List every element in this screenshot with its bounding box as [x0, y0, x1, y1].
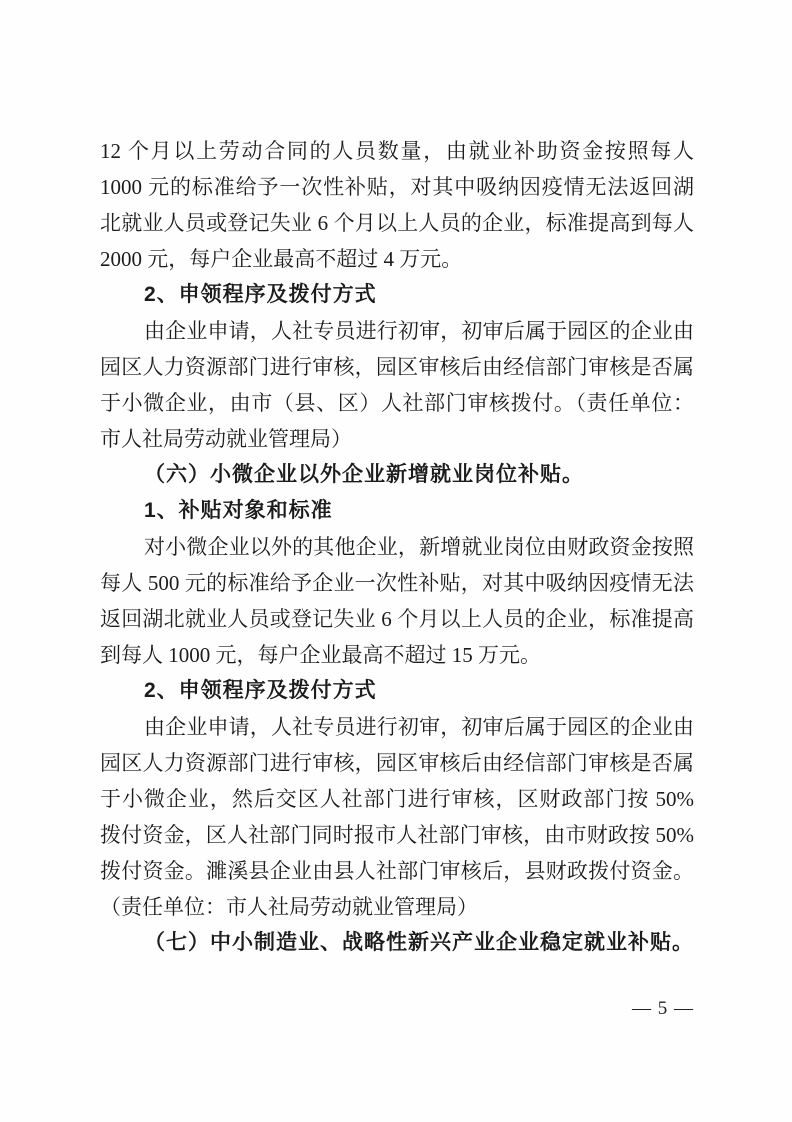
section-heading: （七）中小制造业、战略性新兴产业企业稳定就业补贴。 — [144, 931, 694, 954]
text-line: 北就业人员或登记失业 6 个月以上人员的企业，标准提高到每人 — [100, 211, 694, 235]
section-heading: 2、申领程序及拨付方式 — [144, 283, 377, 306]
section-heading: 1、补贴对象和标准 — [144, 499, 333, 522]
section-heading: 2、申领程序及拨付方式 — [144, 679, 377, 702]
text-line: 到每人 1000 元，每户企业最高不超过 15 万元。 — [100, 643, 541, 667]
text-line: 1000 元的标准给予一次性补贴，对其中吸纳因疫情无法返回湖 — [100, 175, 694, 199]
document-body — [100, 133, 694, 961]
text-line: 12 个月以上劳动合同的人员数量，由就业补助资金按照每人 — [100, 139, 694, 163]
text-line: 市人社局劳动就业管理局） — [100, 427, 352, 451]
text-line: 园区人力资源部门进行审核，园区审核后由经信部门审核是否属 — [100, 355, 694, 379]
section-heading: （六）小微企业以外企业新增就业岗位补贴。 — [144, 463, 584, 486]
text-line: 由企业申请，人社专员进行初审，初审后属于园区的企业由 — [144, 319, 694, 343]
text-line: （责任单位：市人社局劳动就业管理局） — [100, 895, 478, 919]
text-line: 返回湖北就业人员或登记失业 6 个月以上人员的企业，标准提高 — [100, 607, 694, 631]
text-line: 2000 元，每户企业最高不超过 4 万元。 — [100, 247, 463, 271]
text-line: 于小微企业，由市（县、区）人社部门审核拨付。（责任单位： — [100, 391, 694, 415]
text-line: 每人 500 元的标准给予企业一次性补贴，对其中吸纳因疫情无法 — [100, 571, 694, 595]
text-line: 拨付资金。濉溪县企业由县人社部门审核后，县财政拨付资金。 — [100, 859, 694, 883]
text-line: 对小微企业以外的其他企业，新增就业岗位由财政资金按照 — [144, 535, 694, 559]
page-number: — 5 — — [632, 998, 694, 1019]
text-line: 园区人力资源部门进行审核，园区审核后由经信部门审核是否属 — [100, 751, 694, 775]
text-line: 于小微企业，然后交区人社部门进行审核，区财政部门按 50% — [100, 787, 694, 811]
text-line: 拨付资金，区人社部门同时报市人社部门审核，由市财政按 50% — [100, 823, 694, 847]
text-line: 由企业申请，人社专员进行初审，初审后属于园区的企业由 — [144, 715, 694, 739]
